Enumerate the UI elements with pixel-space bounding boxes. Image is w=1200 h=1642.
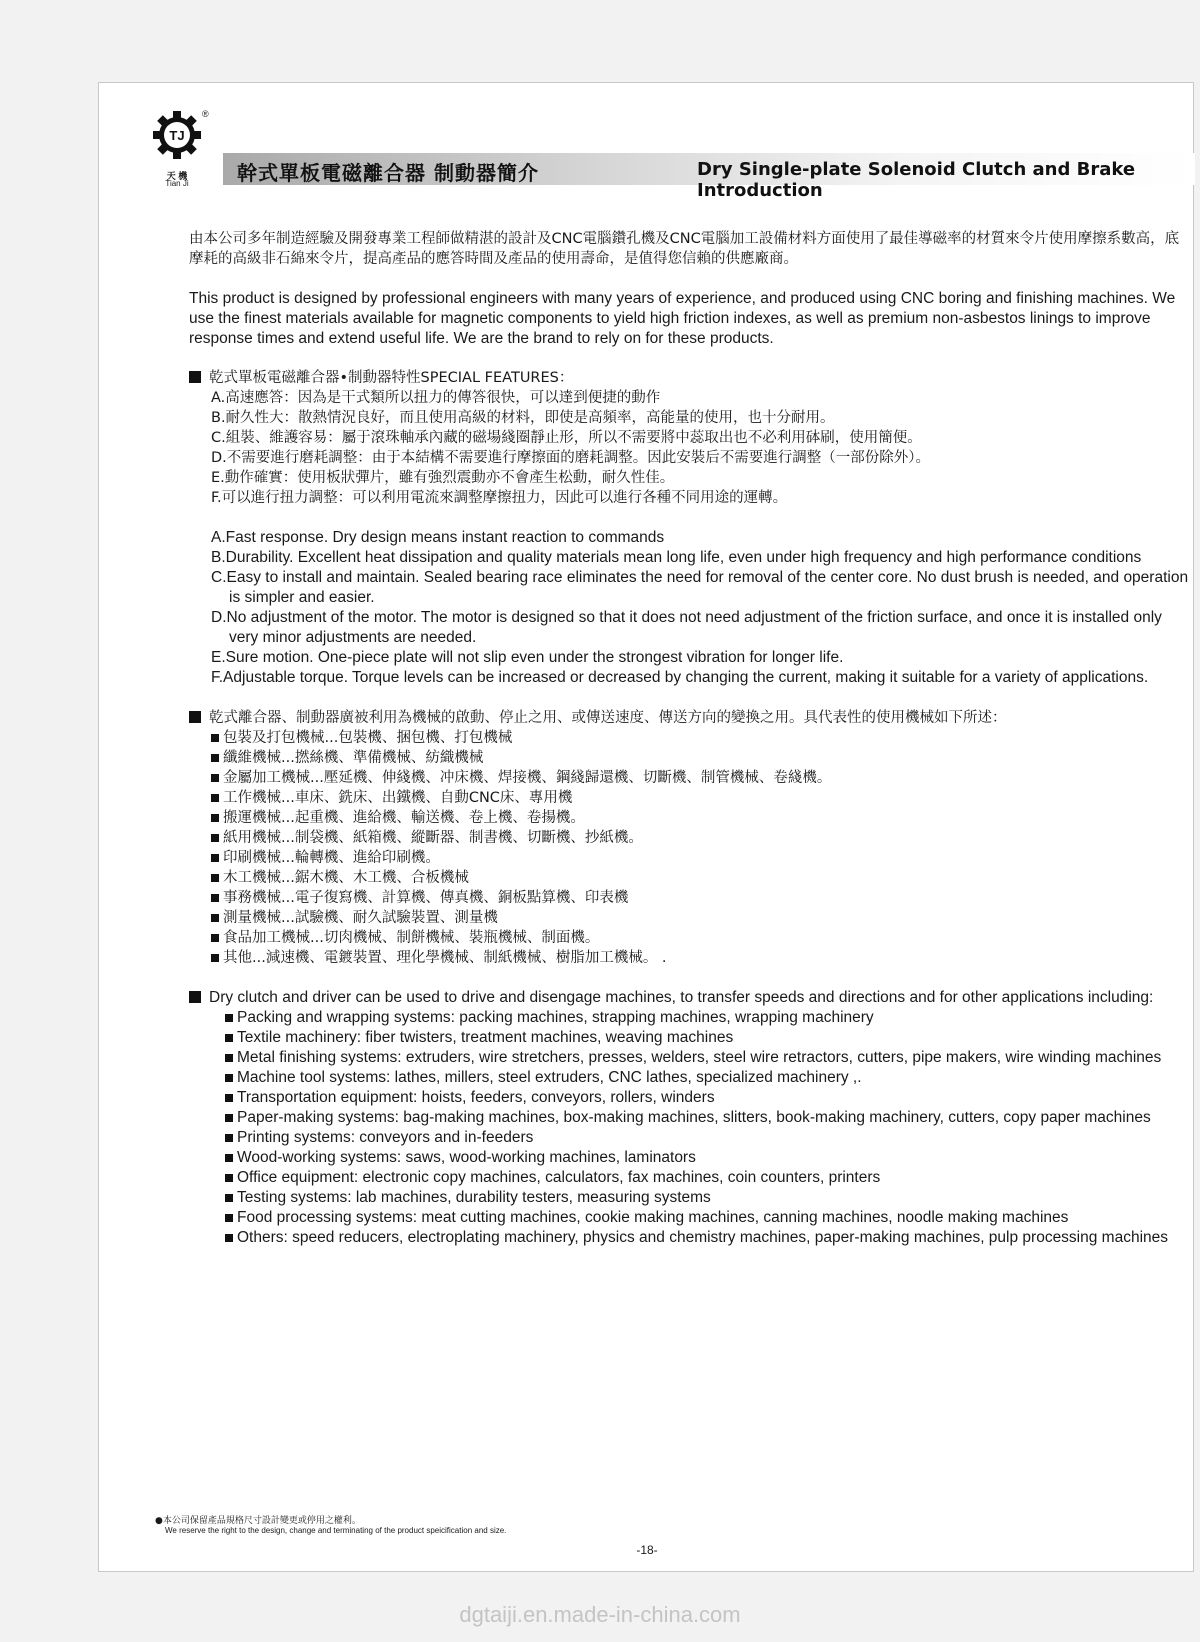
square-bullet-icon [189, 991, 201, 1003]
company-logo [151, 107, 221, 187]
applications-cn-list [189, 728, 1189, 968]
application-en-text: Machine tool systems: lathes, millers, steel extruders, CNC lathes, specialized machinery ,. [237, 1069, 862, 1086]
application-cn-item [211, 728, 1189, 748]
feature-en-item: F.Adjustable torque. Torque levels can be increased or decreased by changing the current, making it suitable for a variety of applications. [211, 669, 1149, 686]
application-cn-item [211, 748, 1189, 768]
application-en-item [225, 1028, 1189, 1048]
feature-en-item: E.Sure motion. One-piece plate will not slip even under the strongest vibration for longer life. [211, 649, 844, 666]
application-cn-item [211, 848, 1189, 868]
application-cn-text: 事務機械...電子復寫機、計算機、傳真機、銅板點算機、印表機 [223, 890, 629, 906]
application-en-text: Transportation equipment: hoists, feeders, conveyors, rollers, winders [237, 1089, 715, 1106]
applications-cn-heading [189, 708, 1189, 728]
application-cn-text: 食品加工機械...切肉機械、制餅機械、裝瓶機械、制面機。 [223, 930, 600, 946]
page-number: -18- [636, 1543, 658, 1557]
application-en-item [225, 1168, 1189, 1188]
features-cn-list [189, 388, 1189, 508]
intro-cn: 由本公司多年制造經驗及開發專業工程師做精湛的設計及CNC電腦鑽孔機及CNC電腦加工設備材料方面使用了最佳導磁率的材質來令片使用摩擦系數高，底摩耗的高級非石綿來令片，提高產品的應答時間及產品的使用壽命，是值得您信賴的供應廠商。 [189, 231, 1180, 267]
applications-en-heading-text: Dry clutch and driver can be used to drive and disengage machines, to transfer speeds and directions and for other applications including: [209, 989, 1154, 1006]
application-cn-text: 工作機械...車床、銑床、出鐵機、自動CNC床、專用機 [223, 790, 573, 806]
registered-mark: ® [202, 109, 209, 119]
bullet-icon [225, 1054, 233, 1062]
footnote-en: We reserve the right to the design, change and terminating of the product speicification and size. [165, 1526, 507, 1535]
application-en-text: Metal finishing systems: extruders, wire stretchers, presses, welders, steel wire retractors, cutters, pipe makers, wire winding machines [237, 1049, 1162, 1066]
bullet-icon [211, 914, 219, 922]
application-cn-text: 纖維機械...撚絲機、準備機械、紡織機械 [223, 750, 484, 766]
bullet-icon [211, 894, 219, 902]
application-cn-item [211, 868, 1189, 888]
application-cn-text: 紙用機械...制袋機、紙箱機、縱斷器、制書機、切斷機、抄紙機。 [223, 830, 643, 846]
document-page [98, 82, 1194, 1572]
application-en-item [225, 1008, 1189, 1028]
intro-en: This product is designed by professional engineers with many years of experience, and produced using CNC boring and finishing machines. We use the finest materials available for magnetic components to yield high friction indexes, as well as premium non-asbestos linings to improve response times and extend useful life. We are the brand to rely on for these products. [189, 290, 1176, 347]
bullet-icon [211, 754, 219, 762]
application-en-item [225, 1228, 1189, 1248]
bullet-icon [225, 1194, 233, 1202]
application-en-text: Food processing systems: meat cutting machines, cookie making machines, canning machines, noodle making machines [237, 1209, 1069, 1226]
main-content [189, 229, 1189, 1248]
application-cn-item [211, 908, 1189, 928]
application-en-text: Testing systems: lab machines, durability testers, measuring systems [237, 1189, 711, 1206]
feature-en-item: B.Durability. Excellent heat dissipation and quality materials mean long life, even under high frequency and high performance conditions [211, 549, 1142, 566]
bullet-icon [225, 1094, 233, 1102]
features-en-list [189, 528, 1189, 688]
application-cn-item [211, 948, 1189, 968]
feature-cn-item: D.不需要進行磨耗調整：由于本結構不需要進行摩擦面的磨耗調整。因此安裝后不需要進行調整（一部份除外）。 [211, 450, 931, 466]
title-bar [223, 153, 1195, 201]
applications-en-heading [189, 988, 1189, 1008]
bullet-icon [225, 1134, 233, 1142]
application-en-item [225, 1048, 1189, 1068]
application-cn-item [211, 828, 1189, 848]
application-en-text: Printing systems: conveyors and in-feeders [237, 1129, 534, 1146]
logo-cn-name: 天 機 [166, 171, 188, 181]
logo-en-name: Tian Ji [165, 179, 189, 188]
feature-cn-item: B.耐久性大：散熱情況良好，而且使用高級的材料，即使是高頻率，高能量的使用，也十分耐用。 [211, 410, 835, 426]
page-title-en: Dry Single-plate Solenoid Clutch and Brake Introduction [697, 159, 1136, 201]
applications-en-list [189, 1008, 1189, 1248]
application-en-item [225, 1148, 1189, 1168]
feature-en-item: A.Fast response. Dry design means instant reaction to commands [211, 529, 665, 546]
application-cn-item [211, 888, 1189, 908]
bullet-icon [211, 934, 219, 942]
application-en-text: Wood-working systems: saws, wood-working machines, laminators [237, 1149, 696, 1166]
bullet-icon [225, 1014, 233, 1022]
application-cn-item [211, 808, 1189, 828]
application-en-text: Packing and wrapping systems: packing machines, strapping machines, wrapping machinery [237, 1009, 874, 1026]
features-heading [189, 368, 1189, 388]
application-cn-item [211, 788, 1189, 808]
application-cn-text: 測量機械...試驗機、耐久試驗裝置、測量機 [223, 910, 498, 926]
feature-cn-item: C.組裝、維護容易：屬于滾珠軸承內藏的磁場綫圈靜止形，所以不需要將中蕊取出也不必利用砵刷，使用簡便。 [211, 430, 922, 446]
bullet-icon [211, 734, 219, 742]
gear-logo-icon [151, 107, 203, 167]
features-heading-text: 乾式單板電磁離合器•制動器特性SPECIAL FEATURES： [209, 370, 574, 386]
application-cn-text: 其他...減速機、電鍍裝置、理化學機械、制紙機械、樹脂加工機械。 . [223, 950, 667, 966]
application-en-item [225, 1208, 1189, 1228]
application-cn-item [211, 928, 1189, 948]
bullet-icon [211, 794, 219, 802]
bullet-icon [211, 954, 219, 962]
footnote-cn: ●本公司保留產品規格尺寸設計變更或停用之權利。 [155, 1516, 361, 1526]
logo-mark: TJ [169, 128, 185, 143]
watermark: dgtaiji.en.made-in-china.com [459, 1602, 741, 1627]
bullet-icon [211, 874, 219, 882]
feature-cn-item: E.動作確實：使用板狀彈片，雖有強烈震動亦不會產生松動，耐久性佳。 [211, 470, 675, 486]
bullet-icon [225, 1154, 233, 1162]
application-cn-text: 木工機械...鋸木機、木工機、合板機械 [223, 870, 469, 886]
feature-en-item: C.Easy to install and maintain. Sealed bearing race eliminates the need for removal of the center core. No dust brush is needed, and operation is simpler and easier. [211, 569, 1189, 606]
bullet-icon [225, 1034, 233, 1042]
application-en-text: Paper-making systems: bag-making machines, box-making machines, slitters, book-making machinery, cutters, copy paper machines [237, 1109, 1151, 1126]
bullet-icon [225, 1074, 233, 1082]
bullet-icon [211, 834, 219, 842]
application-en-item [225, 1088, 1189, 1108]
application-cn-item [211, 768, 1189, 788]
application-en-text: Office equipment: electronic copy machines, calculators, fax machines, coin counters, printers [237, 1169, 881, 1186]
bullet-icon [225, 1214, 233, 1222]
applications-cn-heading-text: 乾式離合器、制動器廣被利用為機械的啟動、停止之用、或傳送速度、傳送方向的變換之用。具代表性的使用機械如下所述： [209, 710, 1007, 726]
feature-cn-item: F.可以進行扭力調整：可以利用電流來調整摩擦扭力，因此可以進行各種不同用途的運轉。 [211, 490, 788, 506]
bullet-icon [211, 774, 219, 782]
square-bullet-icon [189, 711, 201, 723]
application-en-item [225, 1068, 1189, 1088]
application-en-item [225, 1128, 1189, 1148]
page-title-cn: 幹式單板電磁離合器 制動器簡介 [237, 161, 539, 185]
application-en-item [225, 1108, 1189, 1128]
bullet-icon [225, 1114, 233, 1122]
application-cn-text: 搬運機械...起重機、進給機、輸送機、卷上機、卷揚機。 [223, 810, 585, 826]
feature-en-item: D.No adjustment of the motor. The motor is designed so that it does not need adjustment of the friction surface, and once it is installed only very minor adjustments are needed. [211, 609, 1162, 646]
bullet-icon [225, 1234, 233, 1242]
square-bullet-icon [189, 371, 201, 383]
application-cn-text: 印刷機械...輪轉機、進給印刷機。 [223, 850, 440, 866]
bullet-icon [211, 854, 219, 862]
application-cn-text: 金屬加工機械...壓延機、伸綫機、冲床機、焊接機、鋼綫歸還機、切斷機、制管機械、卷綫機。 [223, 770, 832, 786]
feature-cn-item: A.高速應答：因為是干式類所以扭力的傳答很快，可以達到便捷的動作 [211, 390, 661, 406]
application-cn-text: 包裝及打包機械...包裝機、捆包機、打包機械 [223, 730, 513, 746]
application-en-text: Others: speed reducers, electroplating machinery, physics and chemistry machines, paper-making machines, pulp processing machines [237, 1229, 1169, 1246]
bullet-icon [211, 814, 219, 822]
application-en-item [225, 1188, 1189, 1208]
application-en-text: Textile machinery: fiber twisters, treatment machines, weaving machines [237, 1029, 734, 1046]
bullet-icon [225, 1174, 233, 1182]
